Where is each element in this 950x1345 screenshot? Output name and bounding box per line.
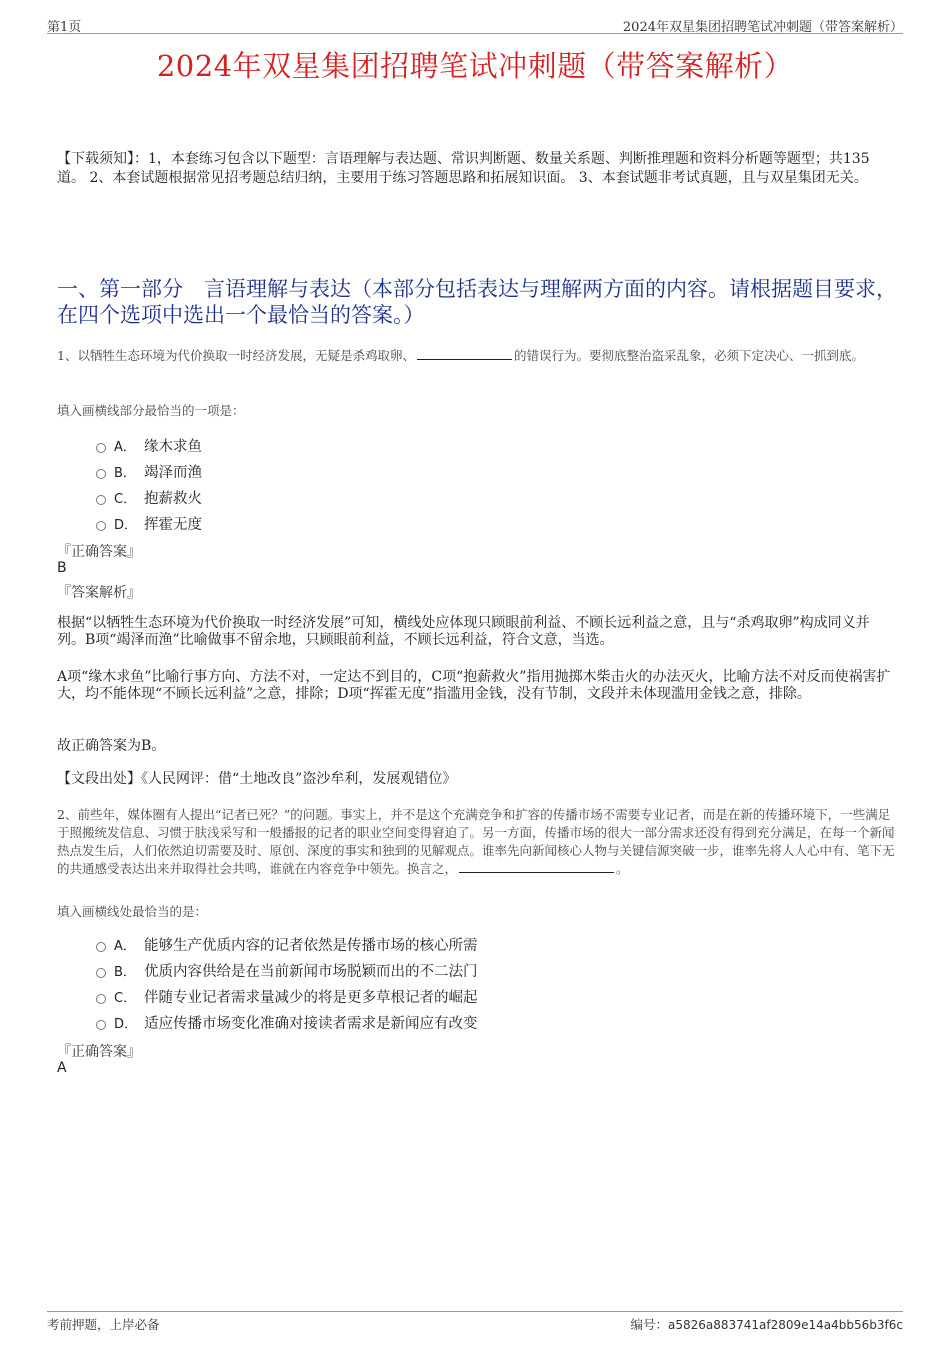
radio-button[interactable]: [96, 968, 106, 978]
option-text: 抱薪救火: [144, 490, 202, 507]
section-heading: 一、第一部分 言语理解与表达（本部分包括表达与理解两方面的内容。请根据题目要求，在四个选项中选出一个最恰当的答案。）: [57, 277, 897, 327]
page-number: 第1页: [47, 20, 82, 35]
radio-button[interactable]: [96, 469, 106, 479]
question-2-options: [96, 931, 478, 1035]
option-d[interactable]: [96, 1009, 478, 1035]
option-b[interactable]: [96, 458, 202, 484]
radio-button[interactable]: [96, 521, 106, 531]
footer-slogan: 考前押题，上岸必备: [47, 1317, 160, 1332]
header-doc-title: 2024年双星集团招聘笔试冲刺题（带答案解析）: [622, 20, 903, 35]
radio-button[interactable]: [96, 942, 106, 952]
download-notice: 【下载须知】：1，本套练习包含以下题型：言语理解与表达题、常识判断题、数量关系题、判断推理题和资料分析题等题型；共135道。 2、本套试题根据常见招考题总结归纳，主要用于练习答题思路和拓展知识面。 3、本套试题非考试真题，且与双星集团无关。: [57, 151, 870, 186]
question-2-text-before: 2、前些年，媒体圈有人提出“记者已死？”的问题。事实上，并不是这个充满竞争和扩容的传播市场不需要专业记者，而是在新的传播环境下，一些满足于照搬统发信息、习惯于肤浅采写和一般播报的记者的职业空间变得窘迫了。另一方面，传播市场的很大一部分需求还没有得到充分满足，在每一个新闻热点发生后，人们依然迫切需要及时、原创、深度的事实和独到的见解观点。谁率先向新闻核心人物与关键信源突破一步，谁率先将人人心中有、笔下无的共通感受表达出来并取得社会共鸣，谁就在内容竞争中领先。换言之，: [57, 807, 895, 876]
question-1-text-after: 的错误行为。要彻底整治盗采乱象，必须下定决心、一抓到底。: [513, 348, 864, 363]
option-letter: D．: [114, 1016, 138, 1032]
option-letter: A．: [114, 938, 136, 954]
option-d[interactable]: [96, 510, 202, 536]
option-text: 挥霍无度: [144, 516, 202, 533]
question-1-options: [96, 432, 202, 536]
correct-answer: A: [57, 1060, 67, 1076]
radio-button[interactable]: [96, 443, 106, 453]
analysis-label: 『答案解析』: [57, 585, 141, 601]
document-code: [630, 1315, 903, 1333]
analysis-paragraph-1: 根据“以牺牲生态环境为代价换取一时经济发展”可知，横线处应体现只顾眼前利益、不顾长远利益之意，且与“杀鸡取卵”构成同义并列。B项“竭泽而渔”比喻做事不留余地，只顾眼前利益，不顾长远利益，符合文意，当选。: [57, 615, 870, 648]
option-text: 能够生产优质内容的记者依然是传播市场的核心所需: [144, 937, 478, 954]
option-text: 伴随专业记者需求量减少的将是更多草根记者的崛起: [144, 989, 478, 1006]
correct-answer-label: 『正确答案』: [57, 1044, 141, 1060]
option-c[interactable]: [96, 484, 202, 510]
option-text: 竭泽而渔: [144, 464, 202, 481]
correct-answer-label: 『正确答案』: [57, 544, 141, 560]
radio-button[interactable]: [96, 495, 106, 505]
document-code-value: a5826a883741af2809e14a4bb56b3f6c: [667, 1318, 903, 1332]
footer-divider: [47, 1311, 903, 1312]
question-1-prompt: 填入画横线部分最恰当的一项是：: [57, 403, 245, 418]
option-b[interactable]: [96, 957, 478, 983]
source-citation: 【文段出处】《人民网评：借“土地改良”盗沙牟利，发展观错位》: [57, 771, 457, 787]
radio-button[interactable]: [96, 994, 106, 1004]
analysis-conclusion: 故正确答案为B。: [57, 738, 166, 754]
option-text: 缘木求鱼: [144, 438, 202, 455]
option-letter: B．: [114, 465, 136, 481]
answer-blank: [417, 348, 512, 360]
option-c[interactable]: [96, 983, 478, 1009]
document-code-label: 编号：: [630, 1317, 668, 1332]
option-text: 适应传播市场变化准确对接读者需求是新闻应有改变: [144, 1015, 478, 1032]
correct-answer: B: [57, 560, 67, 576]
option-text: 优质内容供给是在当前新闻市场脱颖而出的不二法门: [144, 963, 478, 980]
question-1-text: [57, 347, 897, 365]
option-letter: B．: [114, 964, 136, 980]
page-title: 2024年双星集团招聘笔试冲刺题（带答案解析）: [156, 49, 794, 83]
answer-blank: [459, 861, 614, 873]
question-1-text-before: 1、以牺牲生态环境为代价换取一时经济发展，无疑是杀鸡取卵、: [57, 348, 415, 363]
option-letter: C．: [114, 990, 137, 1006]
header-divider: [47, 33, 903, 34]
question-2-text: [57, 806, 897, 878]
question-2-prompt: 填入画横线处最恰当的是：: [57, 904, 208, 919]
question-2-text-after: 。: [616, 861, 629, 876]
option-letter: A．: [114, 439, 136, 455]
option-a[interactable]: [96, 931, 478, 957]
analysis-paragraph-2: A项“缘木求鱼”比喻行事方向、方法不对，一定达不到目的，C项“抱薪救火”指用抛掷木柴击火的办法灭火，比喻方法不对反而使祸害扩大，均不能体现“不顾长远利益”之意，排除；D项“挥霍无度”指滥用金钱，没有节制，文段并未体现滥用金钱之意，排除。: [57, 669, 891, 702]
option-a[interactable]: [96, 432, 202, 458]
option-letter: D．: [114, 517, 138, 533]
radio-button[interactable]: [96, 1020, 106, 1030]
option-letter: C．: [114, 491, 137, 507]
